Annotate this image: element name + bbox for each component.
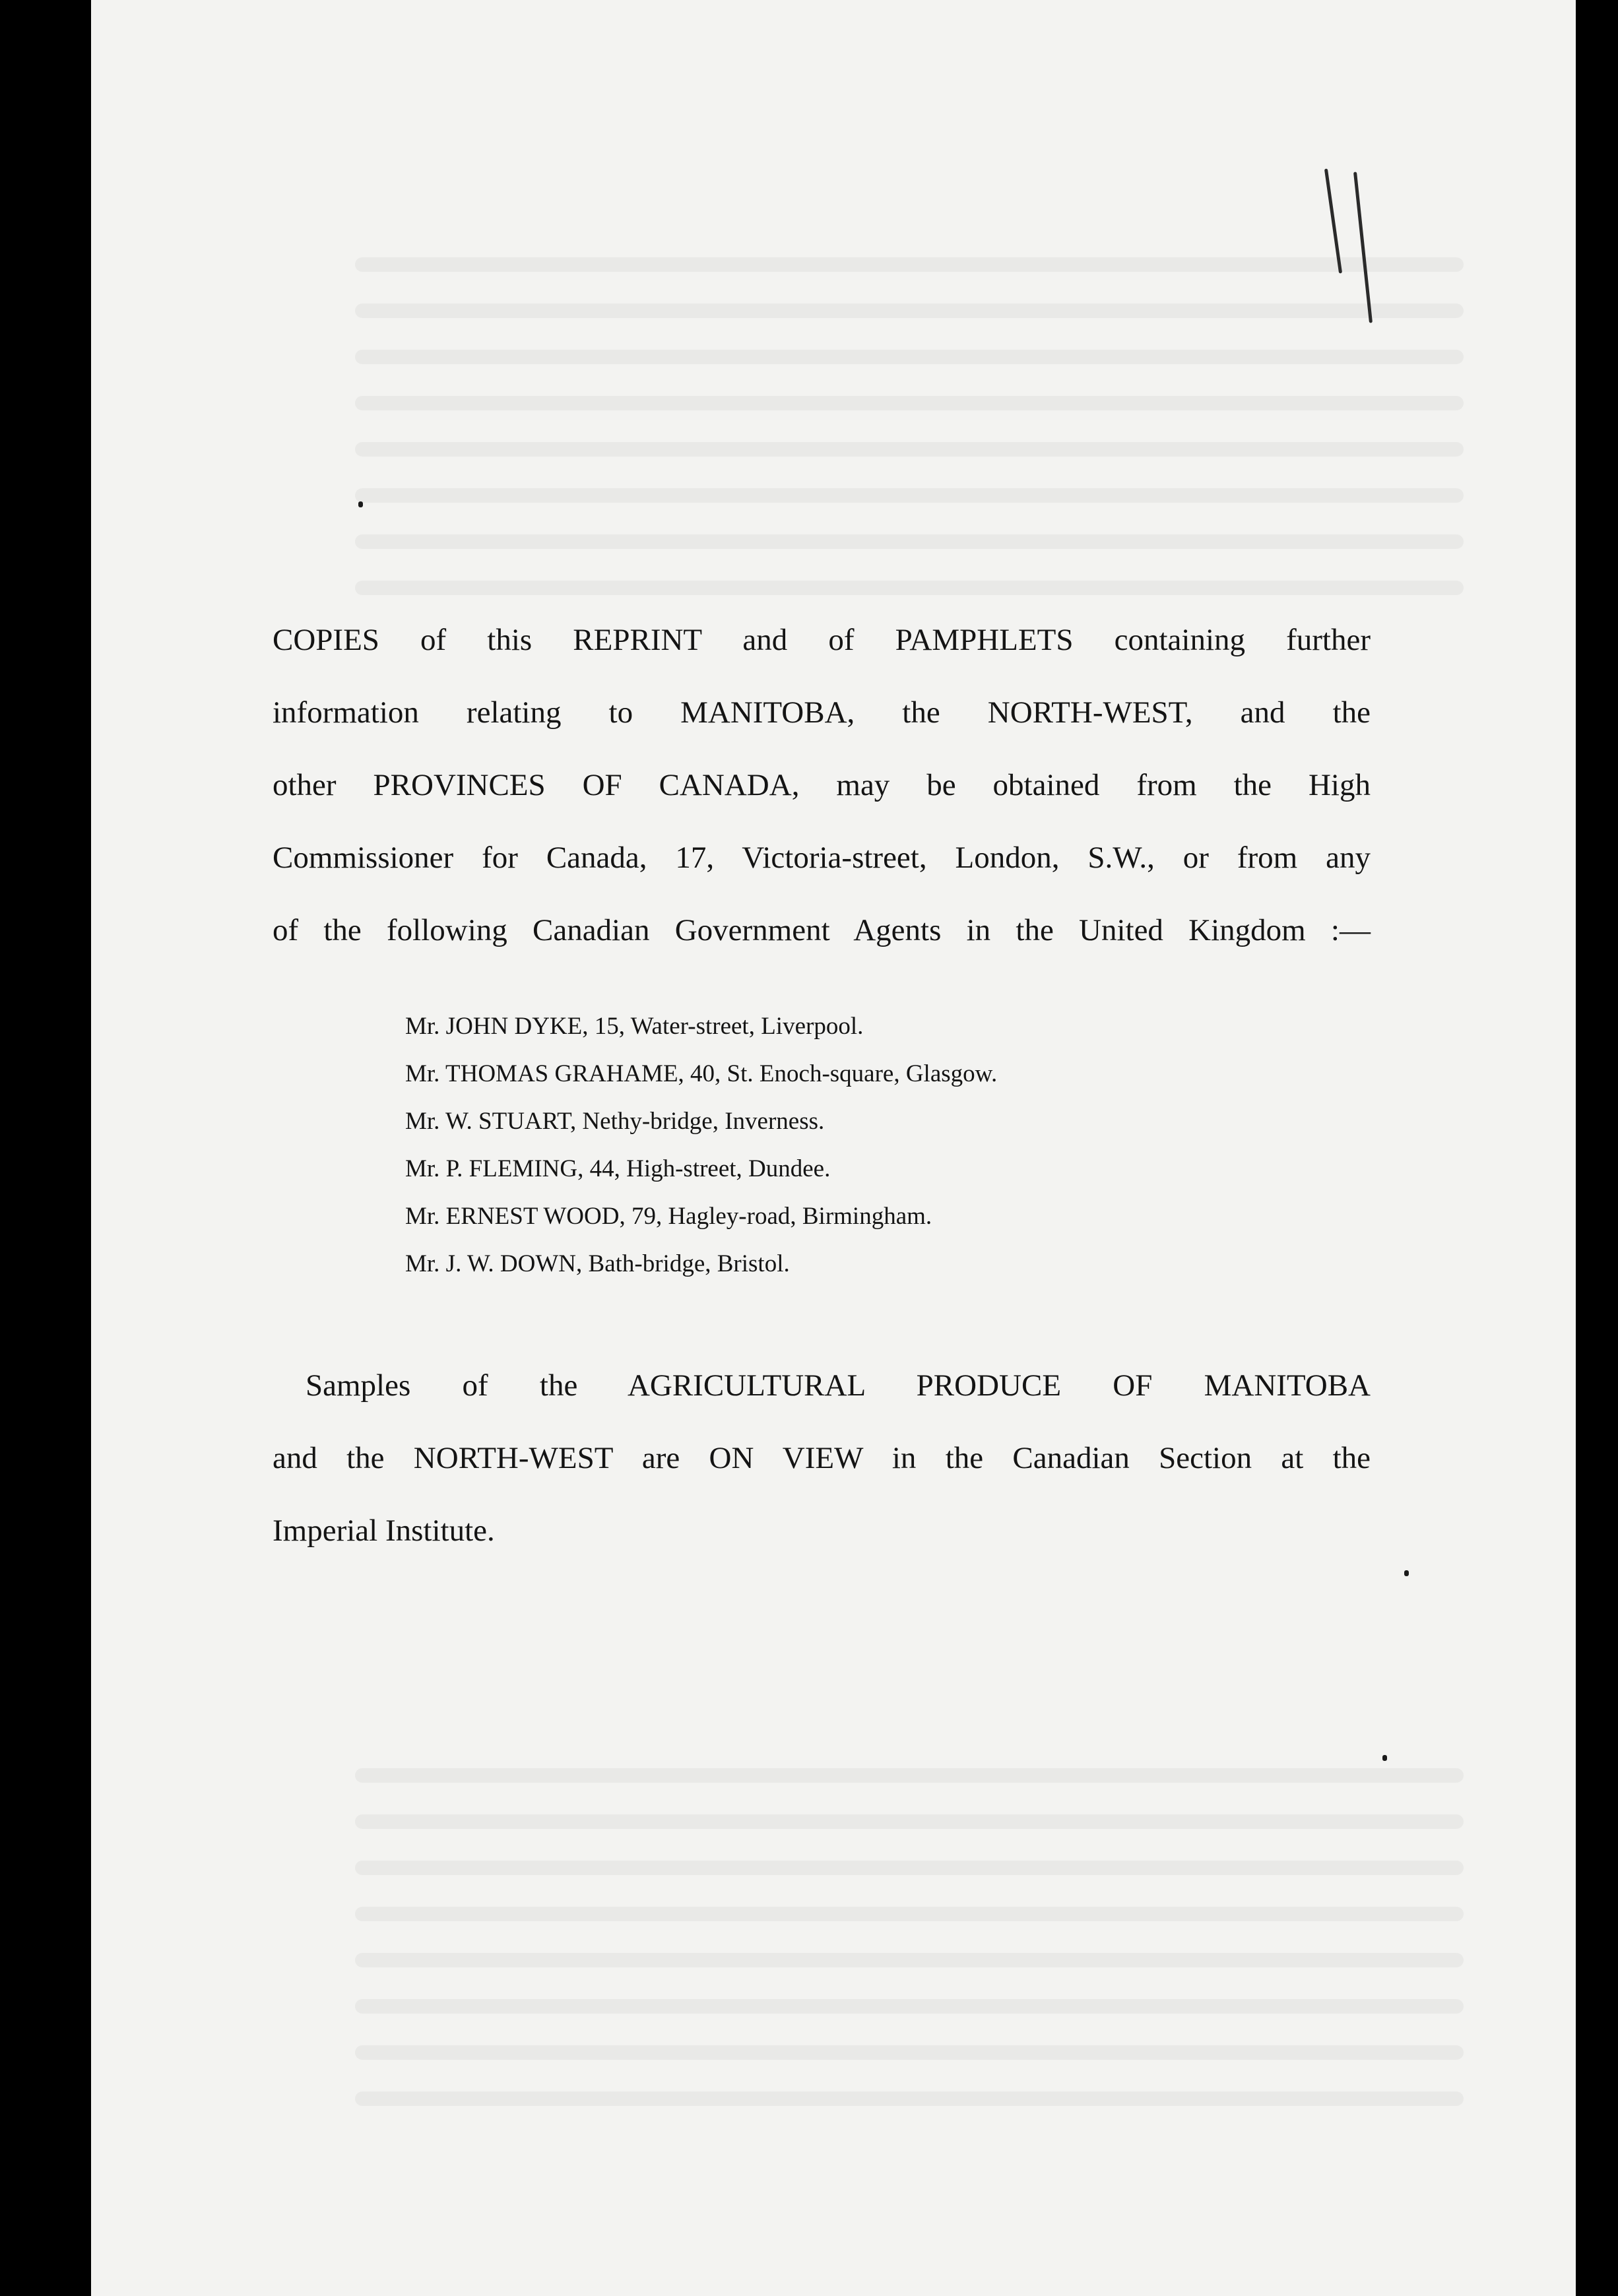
intro-line: of the following Canadian Government Agents in the United Kingdom :—: [273, 913, 1371, 947]
speck: [1382, 1755, 1387, 1761]
closing-paragraph: [273, 1349, 1371, 1567]
bleed-through: [355, 1814, 1464, 1829]
agent-entry: Mr. J. W. DOWN, Bath-bridge, Bristol.: [405, 1250, 790, 1277]
agent-entry: Mr. P. FLEMING, 44, High-street, Dundee.: [405, 1155, 831, 1182]
intro-line: COPIES of this REPRINT and of PAMPHLETS containing further: [273, 623, 1371, 657]
bleed-through: [355, 1953, 1464, 1967]
bleed-through: [355, 1999, 1464, 2014]
intro-line: Commissioner for Canada, 17, Victoria-street, London, S.W., or from any: [273, 841, 1371, 875]
agent-entry: Mr. W. STUART, Nethy-bridge, Inverness.: [405, 1108, 825, 1135]
bleed-through: [355, 2045, 1464, 2060]
bleed-through: [355, 1861, 1464, 1875]
scan-mark: [1353, 172, 1373, 323]
intro-line: other PROVINCES OF CANADA, may be obtained from the High: [273, 768, 1371, 802]
bleed-through: [355, 303, 1464, 318]
speck: [1404, 1570, 1409, 1576]
agent-entry: Mr. ERNEST WOOD, 79, Hagley-road, Birmingham.: [405, 1203, 932, 1230]
intro-paragraph: [273, 604, 1371, 967]
closing-line: Imperial Institute.: [273, 1514, 495, 1548]
bleed-through: [355, 1907, 1464, 1921]
agent-entry: Mr. THOMAS GRAHAME, 40, St. Enoch-square, Glasgow.: [405, 1060, 998, 1087]
bleed-through: [355, 2091, 1464, 2106]
intro-line: information relating to MANITOBA, the NORTH-WEST, and the: [273, 695, 1371, 730]
speck: [358, 501, 363, 507]
bleed-through: [355, 488, 1464, 503]
closing-line: and the NORTH-WEST are ON VIEW in the Canadian Section at the: [273, 1441, 1371, 1475]
closing-line: Samples of the AGRICULTURAL PRODUCE OF MANITOBA: [306, 1368, 1371, 1403]
bleed-through: [355, 581, 1464, 595]
bleed-through: [355, 396, 1464, 410]
bleed-through: [355, 534, 1464, 549]
bleed-through: [355, 257, 1464, 272]
agent-list: [405, 1003, 997, 1288]
agent-entry: Mr. JOHN DYKE, 15, Water-street, Liverpool.: [405, 1013, 864, 1040]
bleed-through: [355, 442, 1464, 457]
bleed-through: [355, 1768, 1464, 1783]
bleed-through: [355, 350, 1464, 364]
